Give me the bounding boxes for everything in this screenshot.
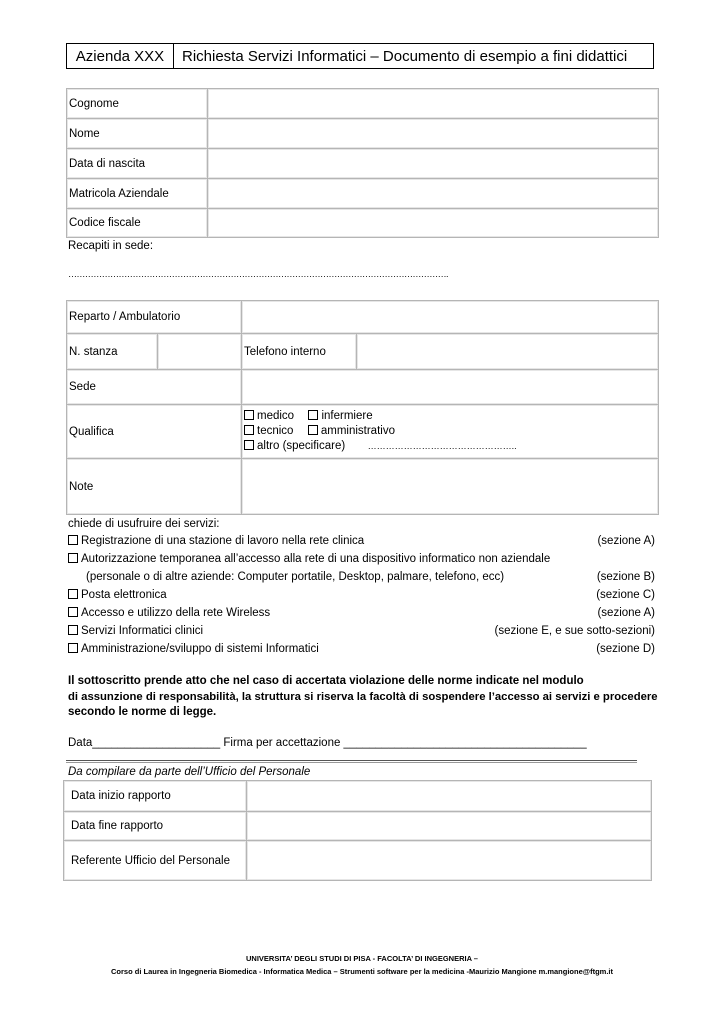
service-label: Amministrazione/sviluppo di sistemi Informatici: [81, 643, 319, 655]
stanza-label: N. stanza: [67, 334, 158, 370]
hr-section-title: Da compilare da parte dell’Ufficio del Personale: [68, 766, 311, 778]
service-section: (sezione E, e sue sotto-sezioni): [494, 625, 655, 637]
service-label: Autorizzazione temporanea all’accesso alla rete di una dispositivo informatico non aziendale: [81, 553, 551, 565]
sede-label: Sede: [67, 370, 242, 405]
reparto-field[interactable]: [242, 301, 659, 334]
declaration-line-2: di assunzione di responsabilità, la struttura si riserva la facoltà di sospendere l’accesso ai servizi e procedere: [68, 691, 658, 703]
service-wireless-checkbox[interactable]: [68, 607, 78, 617]
matricola-field[interactable]: [208, 179, 659, 209]
service-workstation-checkbox[interactable]: [68, 535, 78, 545]
cognome-field[interactable]: [208, 89, 659, 119]
signature-line[interactable]: Data____________________ Firma per accettazione ______________________________________: [68, 737, 587, 749]
recapiti-label: Recapiti in sede:: [68, 240, 154, 252]
service-item: [68, 625, 203, 637]
service-temp-device-checkbox[interactable]: [68, 553, 78, 563]
data-fine-field[interactable]: [247, 812, 652, 841]
section-divider: [66, 760, 637, 763]
service-section: (sezione D): [596, 643, 655, 655]
nome-field[interactable]: [208, 119, 659, 149]
codice-fiscale-label: Codice fiscale: [67, 209, 208, 238]
recapiti-field[interactable]: ……………………………………………………………………………………………………………………….: [68, 269, 448, 279]
service-admin-checkbox[interactable]: [68, 643, 78, 653]
altro-label: altro (specificare): [257, 440, 346, 452]
declaration-line-3: secondo le norme di legge.: [68, 706, 217, 718]
infermiere-checkbox[interactable]: [308, 410, 318, 420]
service-item: [68, 607, 270, 619]
service-note: (personale o di altre aziende: Computer portatile, Desktop, palmare, telefono, ecc): [86, 571, 505, 583]
service-label: Accesso e utilizzo della rete Wireless: [81, 607, 271, 619]
note-field[interactable]: [242, 459, 659, 515]
reparto-label: Reparto / Ambulatorio: [67, 301, 242, 334]
note-label: Note: [67, 459, 242, 515]
tecnico-checkbox[interactable]: [244, 425, 254, 435]
personal-data-table: [66, 88, 659, 238]
service-clinical-checkbox[interactable]: [68, 625, 78, 635]
data-fine-label: Data fine rapporto: [64, 812, 247, 841]
sede-field[interactable]: [242, 370, 659, 405]
data-inizio-label: Data inizio rapporto: [64, 781, 247, 812]
document-header: [66, 43, 654, 69]
infermiere-label: infermiere: [321, 410, 373, 422]
stanza-field[interactable]: [158, 334, 242, 370]
cognome-label: Cognome: [67, 89, 208, 119]
service-email-checkbox[interactable]: [68, 589, 78, 599]
service-item: [68, 553, 550, 565]
service-label: Posta elettronica: [81, 589, 167, 601]
data-nascita-field[interactable]: [208, 149, 659, 179]
service-label: Servizi Informatici clinici: [81, 625, 204, 637]
footer-course: Corso di Laurea in Ingegneria Biomedica - Informatica Medica – Strumenti software per la medicina -Maurizio Mangione m.mangione@ftgm.it: [111, 967, 613, 976]
declaration-line-1: Il sottoscritto prende atto che nel caso di accertata violazione delle norme indicate nel modulo: [68, 675, 584, 687]
referente-label: Referente Ufficio del Personale: [64, 841, 247, 881]
medico-label: medico: [257, 410, 295, 422]
codice-fiscale-field[interactable]: [208, 209, 659, 238]
services-intro: chiede di usufruire dei servizi:: [68, 518, 220, 530]
nome-label: Nome: [67, 119, 208, 149]
medico-checkbox[interactable]: [244, 410, 254, 420]
altro-field[interactable]: …………………………………………..: [367, 441, 517, 451]
tecnico-label: tecnico: [257, 425, 294, 437]
service-item: [68, 589, 167, 601]
qualifica-label: Qualifica: [67, 405, 242, 459]
service-section: (sezione A): [597, 535, 655, 547]
amministrativo-checkbox[interactable]: [308, 425, 318, 435]
service-item: [68, 643, 319, 655]
qualifica-options: [242, 405, 659, 459]
amministrativo-label: amministrativo: [320, 425, 395, 437]
service-section: (sezione C): [596, 589, 655, 601]
data-nascita-label: Data di nascita: [67, 149, 208, 179]
telefono-field[interactable]: [357, 334, 659, 370]
data-inizio-field[interactable]: [247, 781, 652, 812]
service-section: (sezione A): [597, 607, 655, 619]
matricola-label: Matricola Aziendale: [67, 179, 208, 209]
work-data-table: [66, 300, 659, 515]
hr-office-table: [63, 780, 652, 881]
telefono-label: Telefono interno: [242, 334, 357, 370]
service-item: [68, 535, 364, 547]
referente-field[interactable]: [247, 841, 652, 881]
altro-checkbox[interactable]: [244, 440, 254, 450]
footer-university: UNIVERSITA’ DEGLI STUDI DI PISA - FACOLTA’ DI INGEGNERIA –: [246, 954, 478, 963]
service-label: Registrazione di una stazione di lavoro nella rete clinica: [81, 535, 365, 547]
document-title: Richiesta Servizi Informatici – Documento di esempio a fini didattici: [182, 47, 628, 65]
organization-name: Azienda XXX: [67, 44, 174, 68]
service-section: (sezione B): [596, 571, 655, 583]
